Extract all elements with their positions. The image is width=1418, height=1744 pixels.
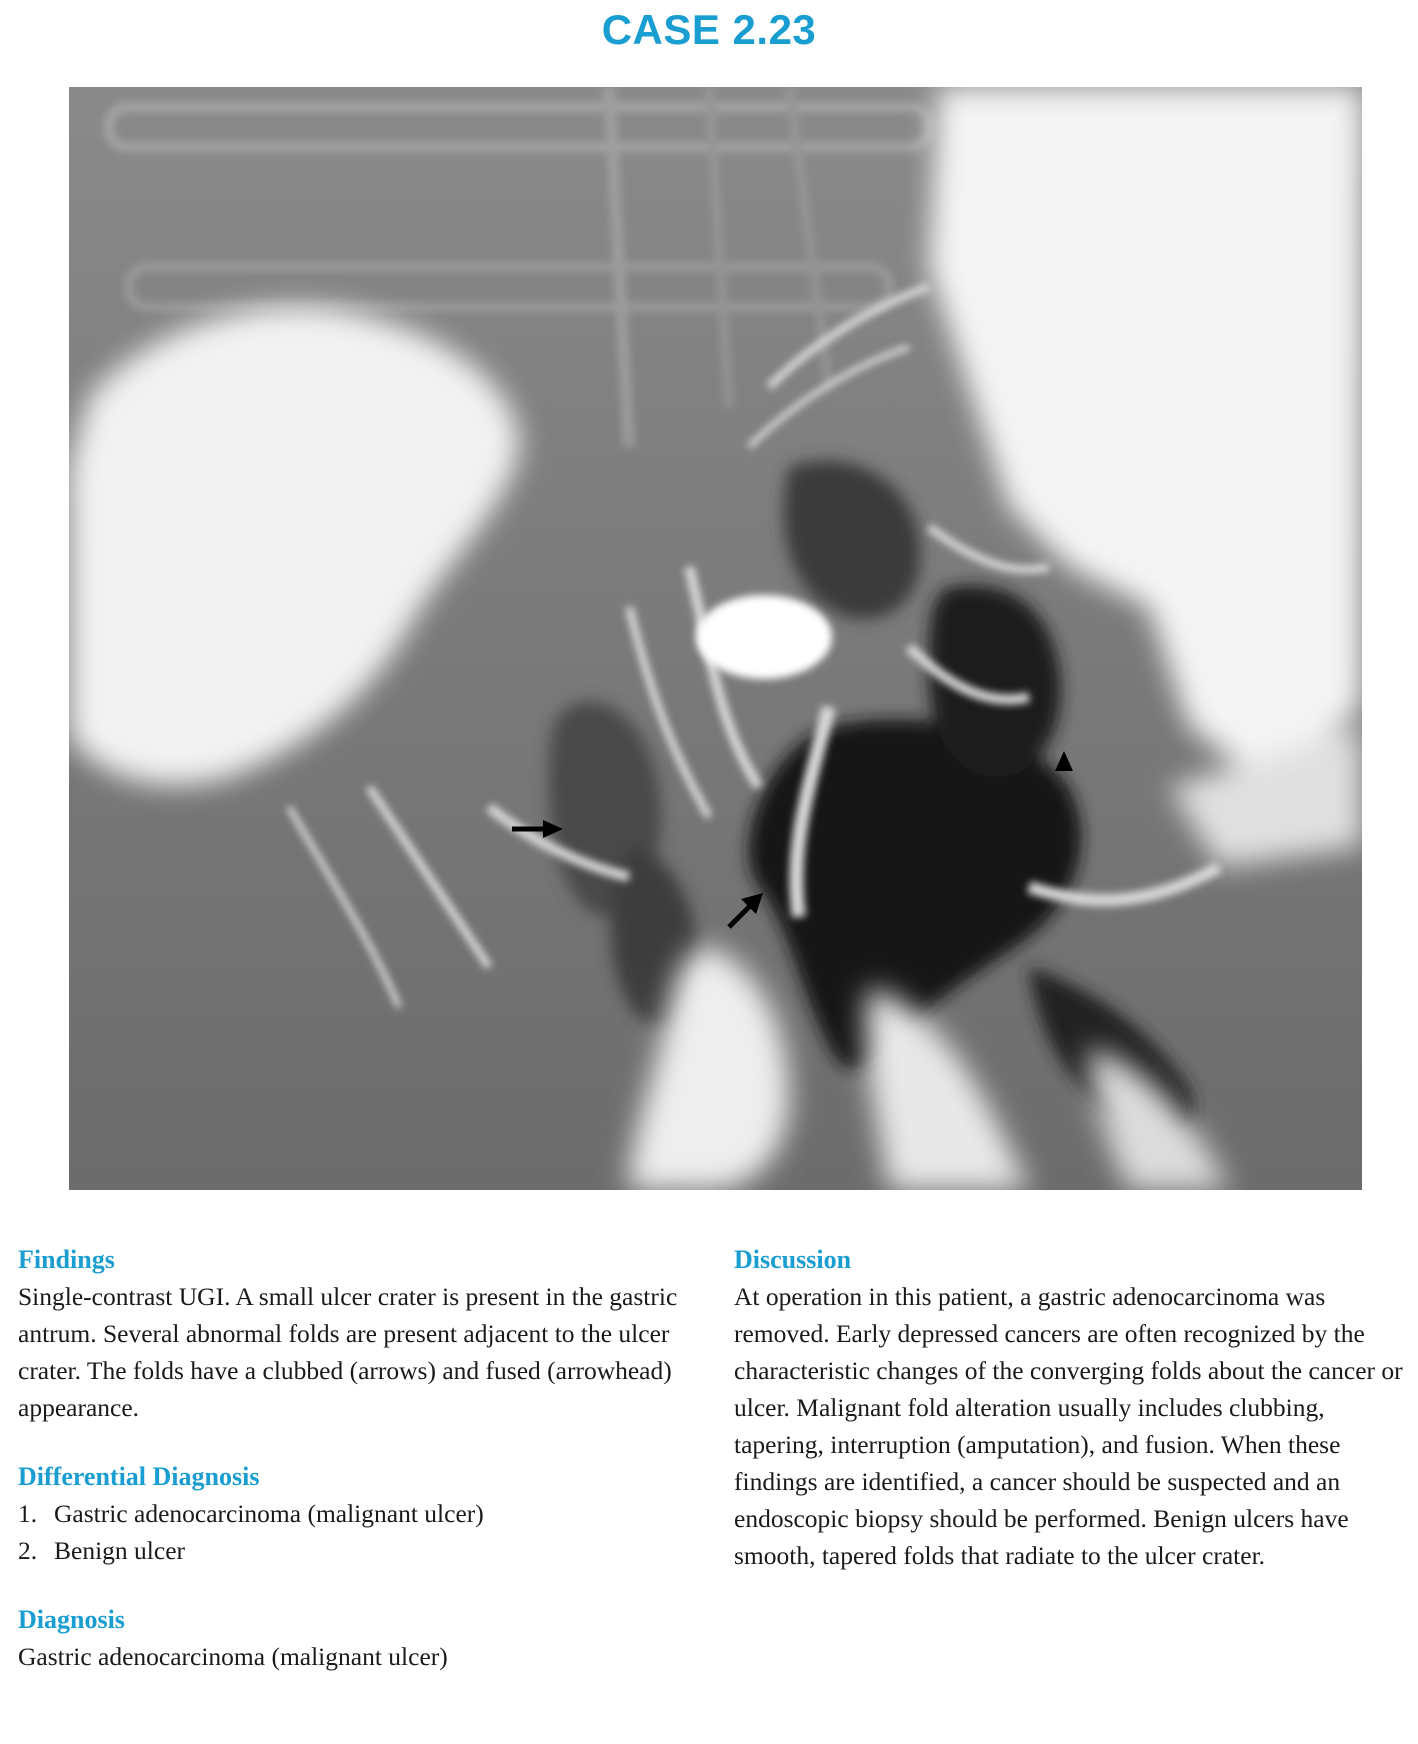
radiograph-image xyxy=(69,87,1362,1190)
right-column xyxy=(734,1245,1404,1610)
discussion-heading: Discussion xyxy=(734,1245,852,1274)
findings-text: Single-contrast UGI. A small ulcer crater is present in the gastric antrum. Several abnormal folds are present adjacent to the ulcer crater. The folds have a clubbed (arrows) and fused (arrowhead) appearance. xyxy=(18,1282,678,1422)
diagnosis-text: Gastric adenocarcinoma (malignant ulcer) xyxy=(18,1642,448,1671)
diagnosis-section xyxy=(18,1605,698,1675)
findings-section xyxy=(18,1245,698,1426)
left-column xyxy=(18,1245,698,1711)
list-item xyxy=(18,1532,698,1569)
findings-heading: Findings xyxy=(18,1245,115,1274)
differential-heading: Differential Diagnosis xyxy=(18,1462,260,1491)
case-title: CASE 2.23 xyxy=(601,6,817,53)
list-item-text: Benign ulcer xyxy=(54,1536,185,1565)
list-item-number: 2. xyxy=(18,1536,38,1565)
differential-section xyxy=(18,1462,698,1569)
list-item-text: Gastric adenocarcinoma (malignant ulcer) xyxy=(54,1499,484,1528)
discussion-section xyxy=(734,1245,1404,1574)
xray-figure xyxy=(69,87,1362,1190)
discussion-text: At operation in this patient, a gastric adenocarcinoma was removed. Early depressed cancers are often recognized by the characteristic changes of the converging folds about the cancer or ulcer. Malignant fold alteration usually includes clubbing, tapering, interruption (amputation), and fusion. When these findings are identified, a cancer should be suspected and an endoscopic biopsy should be performed. Benign ulcers have smooth, tapered folds that radiate to the ulcer crater. xyxy=(734,1282,1403,1570)
ulcer-crater xyxy=(696,595,832,679)
list-item-number: 1. xyxy=(18,1499,38,1528)
diagnosis-heading: Diagnosis xyxy=(18,1605,125,1634)
list-item xyxy=(18,1495,698,1532)
differential-list xyxy=(18,1495,698,1569)
